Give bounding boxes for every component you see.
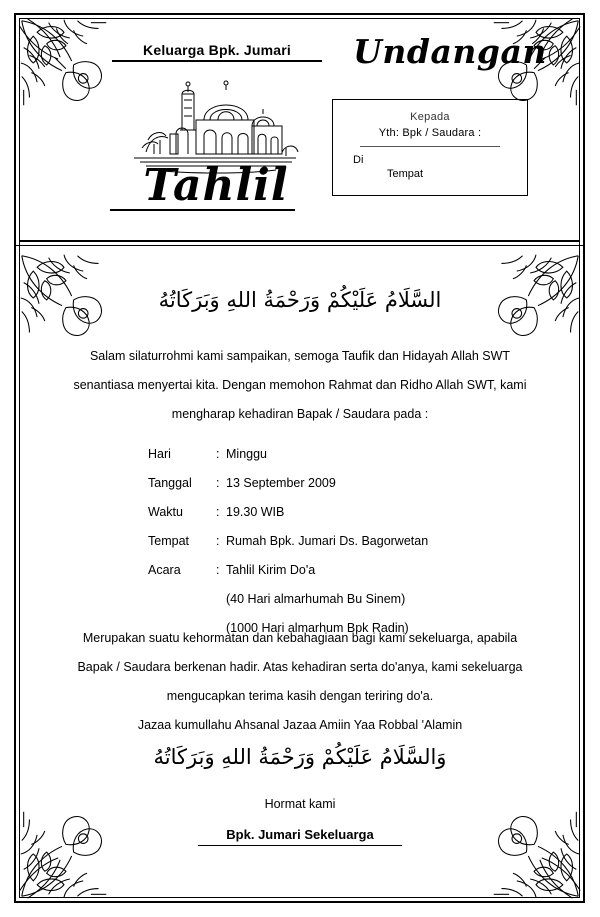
section-divider-thin xyxy=(14,245,585,246)
detail-row xyxy=(148,498,428,527)
arabic-greeting-top: السَّلَامُ عَلَيْكُمْ وَرَحْمَةُ اللهِ وَبَرَكَاتُهُ xyxy=(158,288,442,312)
detail-row xyxy=(148,527,428,556)
detail-value: Rumah Bpk. Jumari Ds. Bagorwetan xyxy=(226,534,429,548)
detail-label: Hari xyxy=(148,447,171,461)
floral-ornament-icon xyxy=(16,806,112,902)
family-title: Keluarga Bpk. Jumari xyxy=(112,42,322,62)
recipient-write-line xyxy=(360,146,500,147)
event-details xyxy=(148,440,528,643)
detail-colon: : xyxy=(216,505,220,519)
invitation-word: Undangan xyxy=(353,32,547,71)
recipient-box xyxy=(332,99,528,196)
intro-line: mengharap kehadiran Bapak / Saudara pada : xyxy=(171,407,429,421)
detail-label: Tempat xyxy=(148,534,189,548)
event-title-underline xyxy=(110,209,295,211)
detail-value: Minggu xyxy=(226,447,267,461)
recipient-place-value: Tempat xyxy=(387,168,424,180)
arabic-greeting-bottom: وَالسَّلَامُ عَلَيْكُمْ وَرَحْمَةُ اللهِ وَبَرَكَاتُهُ xyxy=(153,745,447,769)
section-divider-thick xyxy=(19,240,580,242)
detail-row xyxy=(148,556,428,585)
closing-line: mengucapkan terima kasih dengan teriring do'a. xyxy=(166,689,434,703)
closing-text xyxy=(60,624,540,740)
recipient-place-label: Di xyxy=(353,154,364,166)
detail-label: Acara xyxy=(148,563,181,577)
detail-subitem: (1000 Hari almarhum Bpk Radin) xyxy=(226,621,409,635)
detail-row xyxy=(148,440,428,469)
closing-line: Merupakan suatu kehormatan dan kebahagiaan bagi kami sekeluarga, apabila xyxy=(82,631,518,645)
detail-colon: : xyxy=(216,534,220,548)
detail-value: 13 September 2009 xyxy=(226,476,336,490)
intro-text xyxy=(60,342,540,429)
recipient-to-label: Kepada xyxy=(410,111,450,123)
closing-line: Bapak / Saudara berkenan hadir. Atas kehadiran serta do'anya, kami sekeluarga xyxy=(77,660,523,674)
detail-label: Waktu xyxy=(148,505,183,519)
floral-ornament-icon xyxy=(16,15,112,111)
detail-value: 19.30 WIB xyxy=(226,505,285,519)
intro-line: senantiasa menyertai kita. Dengan memohon Rahmat dan Ridho Allah SWT, kami xyxy=(73,378,527,392)
floral-ornament-icon xyxy=(488,806,584,902)
detail-colon: : xyxy=(216,447,220,461)
regards-label: Hormat kami xyxy=(264,797,336,811)
recipient-addressee-label: Yth: Bpk / Saudara : xyxy=(378,127,482,139)
detail-colon: : xyxy=(216,476,220,490)
closing-line: Jazaa kumullahu Ahsanal Jazaa Amiin Yaa Robbal 'Alamin xyxy=(137,718,463,732)
detail-subrow xyxy=(148,585,428,614)
detail-label: Tanggal xyxy=(148,476,192,490)
signature-name: Bpk. Jumari Sekeluarga xyxy=(198,827,402,846)
detail-value: Tahlil Kirim Do'a xyxy=(226,563,316,577)
event-title: Tahlil xyxy=(143,160,289,211)
intro-line: Salam silaturrohmi kami sampaikan, semoga Taufik dan Hidayah Allah SWT xyxy=(89,349,511,363)
detail-colon: : xyxy=(216,563,220,577)
detail-row xyxy=(148,469,428,498)
detail-subitem: (40 Hari almarhumah Bu Sinem) xyxy=(226,592,406,606)
